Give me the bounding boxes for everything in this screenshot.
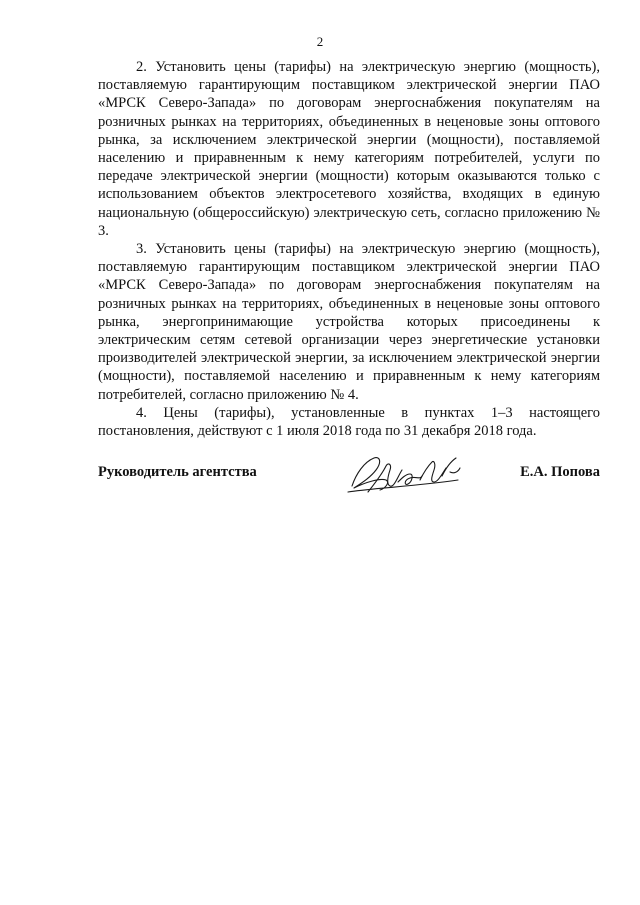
signatory-name: Е.А. Попова [520,464,600,480]
paragraph-4: 4. Цены (тарифы), установленные в пунктах 1–3 настоящего постановления, действуют с 1 июля 2018 года по 31 декабря 2018 года. [98,404,600,440]
paragraph-3: 3. Установить цены (тарифы) на электрическую энергию (мощность), поставляемую гарантирующим поставщиком электрической энергии ПАО «МРСК Северо-Запада» по договорам энергоснабжения покупателям на розничных рынках на территориях, объединенных в неценовые зоны оптового рынка, энергопринимающие устройства которых присоединены к электрическим сетям сетевой организации через энергетические установки производителей электрической энергии, за исключением электрической энергии (мощности), поставляемой населению и приравненным к нему категориям потребителей, согласно приложению № 4. [98,241,600,403]
paragraph-2: 2. Установить цены (тарифы) на электрическую энергию (мощность), поставляемую гарантирующим поставщиком электрической энергии ПАО «МРСК Северо-Запада» по договорам энергоснабжения покупателям на розничных рынках на территориях, объединенных в неценовые зоны оптового рынка, за исключением электрической энергии (мощности), поставляемой населению и приравненным к нему категориям потребителей, услуги по передаче электрической энергии (мощности) которым оказываются только с использованием объектов электросетевого хозяйства, входящих в единую национальную (общероссийскую) электрическую сеть, согласно приложению № 3. [98,59,600,239]
page-number: 2 [316,34,324,49]
signatory-title: Руководитель агентства [98,464,257,480]
handwritten-signature-icon [346,452,464,498]
document-body [98,58,600,440]
signature-block [98,452,600,502]
